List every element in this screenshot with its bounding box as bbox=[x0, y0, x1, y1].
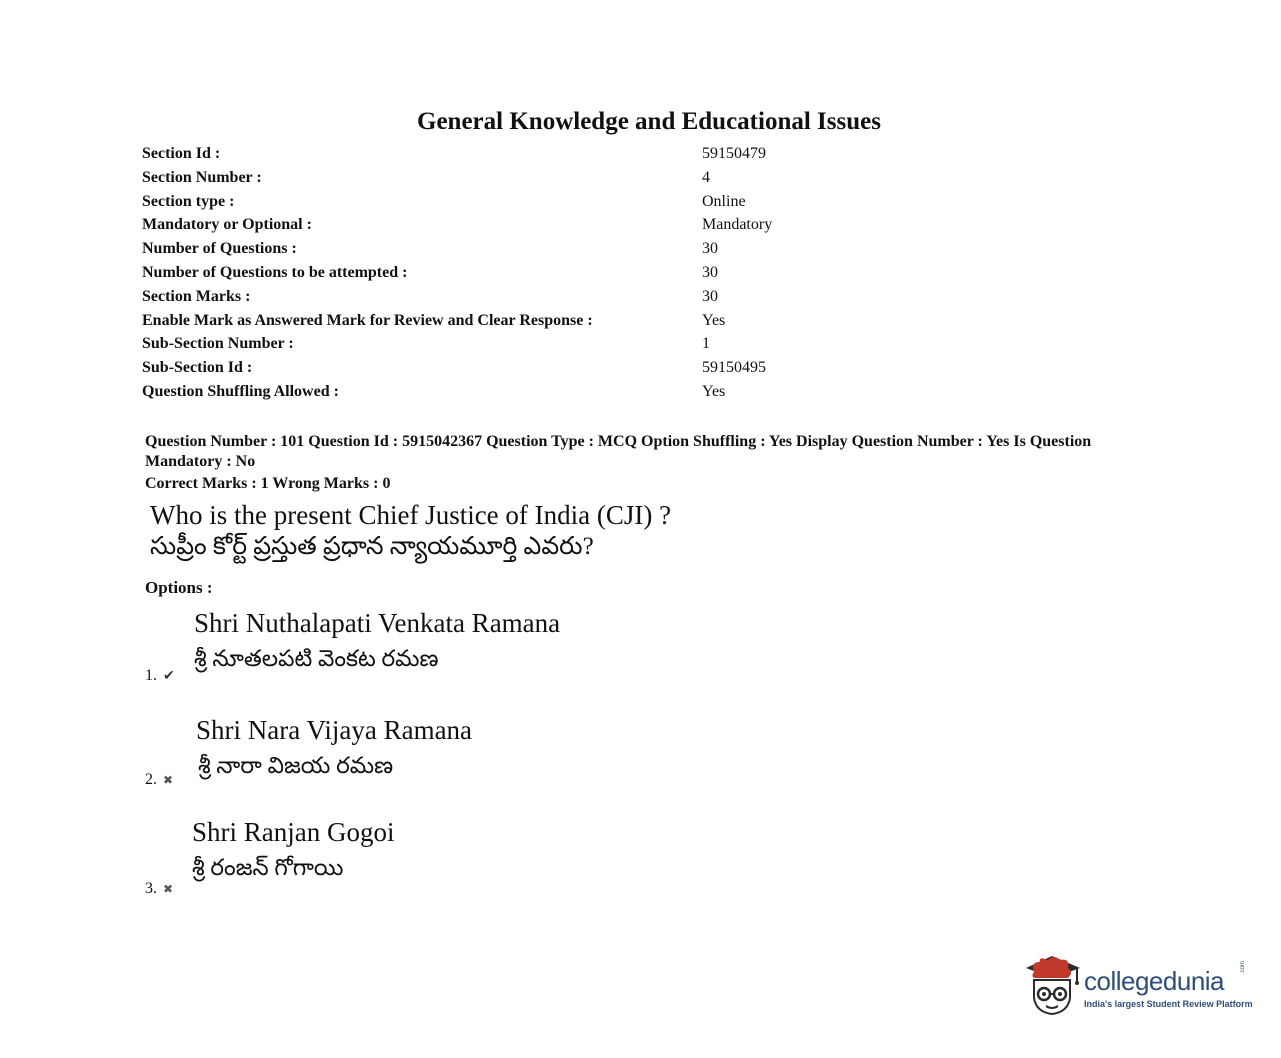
page-title: General Knowledge and Educational Issues bbox=[417, 108, 881, 135]
meta-row bbox=[142, 286, 1042, 310]
option-text-english: Shri Nuthalapati Venkata Ramana bbox=[194, 608, 561, 638]
meta-value: 4 bbox=[702, 168, 710, 186]
option-number-label: 3. bbox=[145, 880, 157, 897]
option-number-label: 1. bbox=[145, 667, 157, 684]
meta-row bbox=[142, 238, 1042, 262]
meta-label: Section type : bbox=[142, 192, 235, 210]
meta-label: Question Shuffling Allowed : bbox=[142, 382, 339, 400]
collegedunia-logo bbox=[1022, 952, 1252, 1020]
meta-row bbox=[142, 191, 1042, 215]
meta-value: 59150495 bbox=[702, 359, 766, 377]
meta-value: 30 bbox=[702, 263, 718, 281]
meta-row bbox=[142, 167, 1042, 191]
meta-label: Sub-Section Number : bbox=[142, 335, 294, 353]
meta-label: Enable Mark as Answered Mark for Review and Clear Response : bbox=[142, 311, 593, 329]
option-text-telugu: శ్రీ నారా విజయ రమణ bbox=[198, 753, 394, 778]
meta-row bbox=[142, 214, 1042, 238]
option-text-telugu: శ్రీ నూతలపటి వెంకట రమణ bbox=[194, 646, 439, 671]
logo-wordmark: collegedunia bbox=[1084, 966, 1225, 996]
meta-value: 59150479 bbox=[702, 145, 766, 162]
meta-value: Online bbox=[702, 192, 746, 210]
meta-row bbox=[142, 262, 1042, 286]
meta-row bbox=[142, 357, 1042, 381]
option-text-telugu: శ్రీ రంజన్ గోగాయి bbox=[192, 855, 344, 880]
correct-check-icon: ✔ bbox=[163, 669, 175, 684]
option-number bbox=[145, 771, 173, 789]
meta-label: Section Marks : bbox=[142, 287, 251, 305]
meta-label: Number of Questions to be attempted : bbox=[142, 263, 408, 281]
meta-row bbox=[142, 143, 1042, 167]
meta-value: 30 bbox=[702, 240, 718, 258]
question-text-telugu: సుప్రీం కోర్ట్ ప్రస్తుత ప్రధాన న్యాయమూర్తి ఎవరు? bbox=[150, 533, 594, 560]
options-label: Options : bbox=[145, 578, 213, 597]
logo-domain-suffix: .com bbox=[1240, 960, 1246, 974]
meta-value: 30 bbox=[702, 287, 718, 305]
meta-label: Number of Questions : bbox=[142, 240, 297, 258]
meta-value: Yes bbox=[702, 311, 726, 329]
logo-tagline: India's largest Student Review Platform bbox=[1084, 999, 1253, 1009]
meta-label: Sub-Section Id : bbox=[142, 359, 253, 377]
meta-label: Section Id : bbox=[142, 145, 221, 162]
meta-value: Yes bbox=[702, 382, 726, 400]
wrong-cross-icon: ✖ bbox=[163, 882, 174, 896]
mascot-icon bbox=[1022, 952, 1084, 1020]
meta-row bbox=[142, 333, 1042, 357]
meta-value: 1 bbox=[702, 335, 710, 353]
question-marks: Correct Marks : 1 Wrong Marks : 0 bbox=[145, 475, 391, 492]
option-number bbox=[145, 667, 175, 685]
question-text-english: Who is the present Chief Justice of India (CJI) ? bbox=[150, 500, 672, 530]
option-number bbox=[145, 880, 173, 898]
meta-label: Section Number : bbox=[142, 168, 262, 186]
option-text-english: Shri Ranjan Gogoi bbox=[192, 817, 395, 847]
meta-label: Mandatory or Optional : bbox=[142, 216, 312, 234]
meta-row bbox=[142, 381, 1042, 405]
question-info: Question Number : 101 Question Id : 5915042367 Question Type : MCQ Option Shuffling : Yes Display Question Number : Yes Is Question Mandatory : No bbox=[145, 433, 1092, 470]
wrong-cross-icon: ✖ bbox=[163, 773, 174, 787]
option-text-english: Shri Nara Vijaya Ramana bbox=[196, 715, 473, 745]
meta-row bbox=[142, 310, 1042, 334]
option-number-label: 2. bbox=[145, 771, 157, 788]
meta-value: Mandatory bbox=[702, 216, 773, 234]
section-meta-table bbox=[142, 143, 1042, 405]
